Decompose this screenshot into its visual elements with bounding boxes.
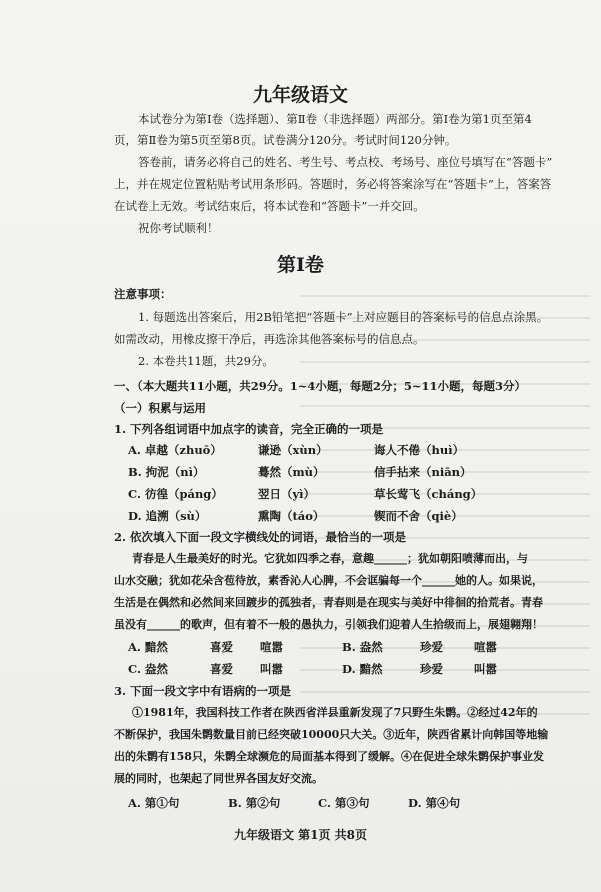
q2-option: 喧嚣 <box>474 640 497 654</box>
q3-option: B. 第②句 <box>228 796 281 810</box>
q3-passage-line: ①1981年，我国科技工作者在陕西省洋县重新发现了7只野生朱鹮。②经过42年的 <box>132 706 538 719</box>
q3-passage-line: 出的朱鹮有158只，朱鹮全球濒危的局面基本得到了缓解。④在促进全球朱鹮保护事业发 <box>114 750 544 763</box>
q3-option: A. 第①句 <box>128 796 180 810</box>
note-line: 1. 每题选出答案后，用2B铅笔把“答题卡”上对应题目的答案标号的信息点涂黑。 <box>138 310 549 324</box>
intro-line: 本试卷分为第Ⅰ卷（选择题）、第Ⅱ卷（非选择题）两部分。第Ⅰ卷为第1页至第4 <box>138 112 532 126</box>
q2-option: 叫嚣 <box>260 662 283 676</box>
q2-passage-line: 青春是人生最美好的时光。它犹如四季之春，意趣______；犹如朝阳喷薄而出，与 <box>132 552 528 565</box>
question-3-stem: 3. 下面一段文字中有语病的一项是 <box>114 684 292 698</box>
page-title: 九年级语文 <box>252 84 348 106</box>
intro-line: 上，并在规定位置粘贴考试用条形码。答题时，务必将答案涂写在“答题卡”上，答案答 <box>114 177 552 191</box>
note-line: 2. 本卷共11题，共29分。 <box>138 354 274 368</box>
q1-option: 草长莺飞（cháng） <box>374 487 483 501</box>
q2-passage-line: 生活是在偶然和必然间来回踱步的孤独者，青春则是在现实与美好中徘徊的拾荒者。青春 <box>114 596 543 609</box>
section-title: 第Ⅰ卷 <box>277 254 324 276</box>
intro-line: 答卷前，请务必将自己的姓名、考生号、考点校、考场号、座位号填写在“答题卡” <box>138 155 553 169</box>
q2-option: D. 黯然 <box>342 662 383 676</box>
q1-option: 锲而不舍（qiè） <box>374 509 463 523</box>
q2-option: 喜爱 <box>210 640 233 654</box>
note-line: 如需改动，用橡皮擦干净后，再选涂其他答案标号的信息点。 <box>114 332 425 346</box>
q1-option: 蓦然（mù） <box>258 465 325 479</box>
question-1-stem: 1. 下列各组词语中加点字的读音，完全正确的一项是 <box>114 422 384 436</box>
q2-option: 喜爱 <box>210 662 233 676</box>
q1-option: 信手拈来（niān） <box>374 465 472 479</box>
q3-option: D. 第④句 <box>408 796 461 810</box>
notes-heading: 注意事项： <box>114 287 172 301</box>
q3-passage-line: 不断保护，我国朱鹮数量目前已经突破10000只大关。③近年，陕西省累计向韩国等地输 <box>114 728 549 741</box>
page-footer: 九年级语文 第1页 共8页 <box>233 828 368 842</box>
intro-line: 页，第Ⅱ卷为第5页至第8页。试卷满分120分。考试时间120分钟。 <box>114 133 457 147</box>
q1-option: 翌日（yì） <box>258 487 316 501</box>
part-heading: 一、（本大题共11小题，共29分。1~4小题，每题2分；5~11小题，每题3分） <box>114 379 527 393</box>
q2-option: B. 盎然 <box>342 640 383 654</box>
q2-option: 叫嚣 <box>474 662 497 676</box>
q2-option: 珍爱 <box>420 662 443 676</box>
q3-passage-line: 展的同时，也架起了同世界各国友好交流。 <box>114 772 323 785</box>
q2-option: A. 黯然 <box>128 640 168 654</box>
q1-option: D. 追溯（sù） <box>128 509 207 523</box>
q1-option: C. 彷徨（páng） <box>128 487 223 501</box>
q2-passage-line: 山水交融；犹如花朵含苞待放，素香沁人心脾，不会诓骗每一个______她的人。如果说， <box>114 574 543 587</box>
q1-option: B. 拘泥（nì） <box>128 465 205 479</box>
q2-option: 珍爱 <box>420 640 443 654</box>
good-luck-line: 祝你考试顺利！ <box>138 221 219 235</box>
question-2-stem: 2. 依次填入下面一段文字横线处的词语，最恰当的一项是 <box>114 530 407 544</box>
q1-option: 熏陶（táo） <box>258 509 325 523</box>
q2-option: C. 盎然 <box>128 662 168 676</box>
q2-passage-line: 虽没有______的歌声，但有着不一般的愚执力，引领我们迎着人生拾级而上，展翅翱翔！ <box>114 618 543 631</box>
q1-option: 诲人不倦（huì） <box>374 443 465 457</box>
q2-option: 喧嚣 <box>260 640 283 654</box>
q3-option: C. 第③句 <box>318 796 370 810</box>
q1-option: 谦逊（xùn） <box>258 443 328 457</box>
sub-heading: （一）积累与运用 <box>114 401 206 415</box>
q1-option: A. 卓越（zhuō） <box>128 443 222 457</box>
intro-line: 在试卷上无效。考试结束后，将本试卷和“答题卡”一并交回。 <box>114 199 425 213</box>
